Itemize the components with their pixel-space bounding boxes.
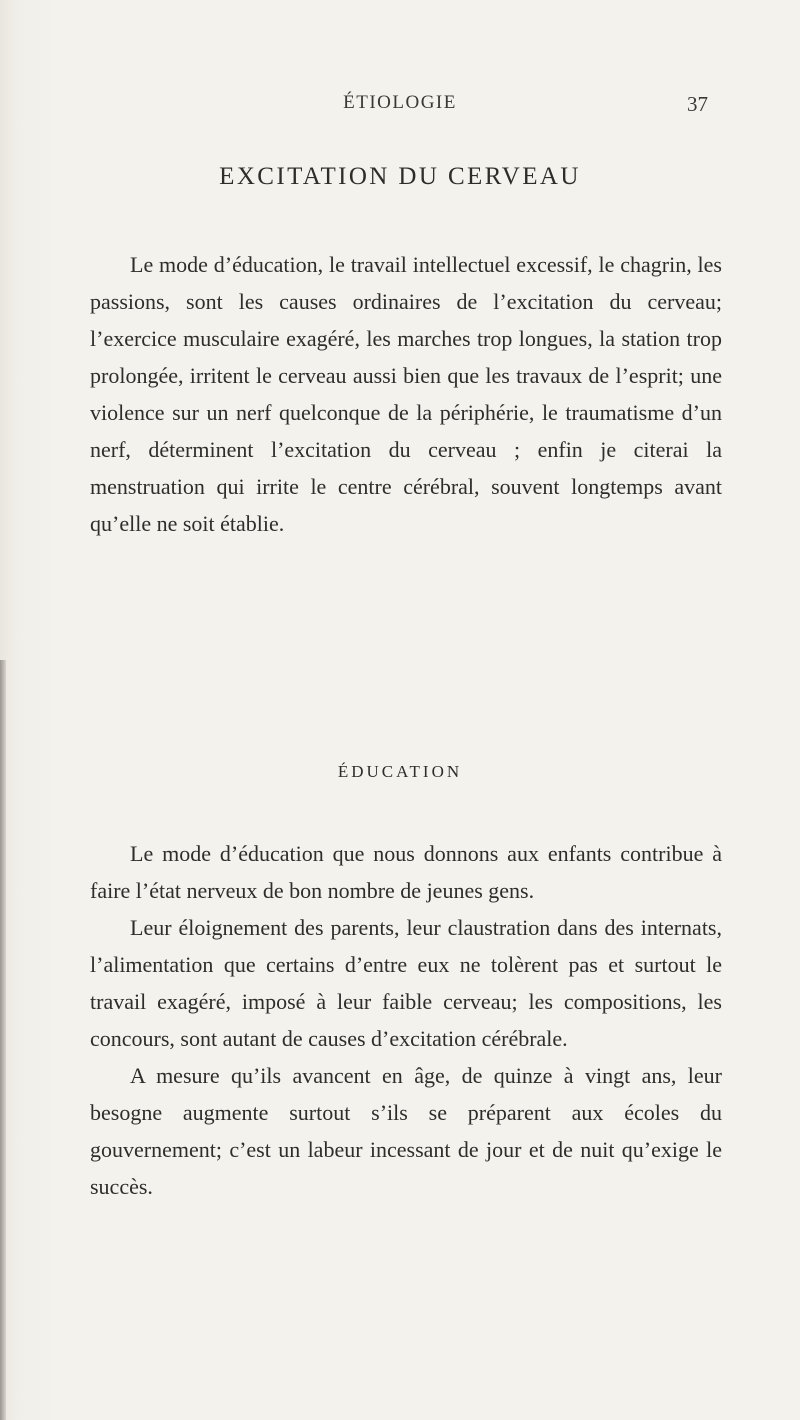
page-header xyxy=(0,92,800,122)
chapter-title: EXCITATION DU CERVEAU xyxy=(219,163,581,190)
paragraph: A mesure qu’ils avancent en âge, de quinze à vingt ans, leur besogne augmente surtout s’ils se préparent aux écoles du gouvernement; c’est un labeur incessant de jour et de nuit qu’exige le succès. xyxy=(90,1063,722,1199)
page-number: 37 xyxy=(687,92,708,116)
paragraph: Leur éloignement des parents, leur claustration dans des internats, l’alimentation que certains d’entre eux ne tolèrent pas et surtout le travail exagéré, imposé à leur faible cerveau; les compositions, les concours, sont autant de causes d’excitation cérébrale. xyxy=(90,915,722,1051)
section-body xyxy=(90,835,722,1205)
section-title: ÉDUCATION xyxy=(337,762,463,781)
paragraph: Le mode d’éducation que nous donnons aux enfants contribue à faire l’état nerveux de bon nombre de jeunes gens. xyxy=(90,841,722,903)
running-title: ÉTIOLOGIE xyxy=(343,92,457,113)
chapter-body xyxy=(90,246,722,542)
paragraph: Le mode d’éducation, le travail intellectuel excessif, le chagrin, les passions, sont les causes ordinaires de l’excitation du cerveau; l’exercice musculaire exagéré, les marches trop longues, la station trop prolongée, irritent le cerveau aussi bien que les travaux de l’esprit; une violence sur un nerf quelconque de la périphérie, le traumatisme d’un nerf, déterminent l’excitation du cerveau ; enfin je citerai la menstruation qui irrite le centre cérébral, souvent longtemps avant qu’elle ne soit établie. xyxy=(90,252,722,536)
